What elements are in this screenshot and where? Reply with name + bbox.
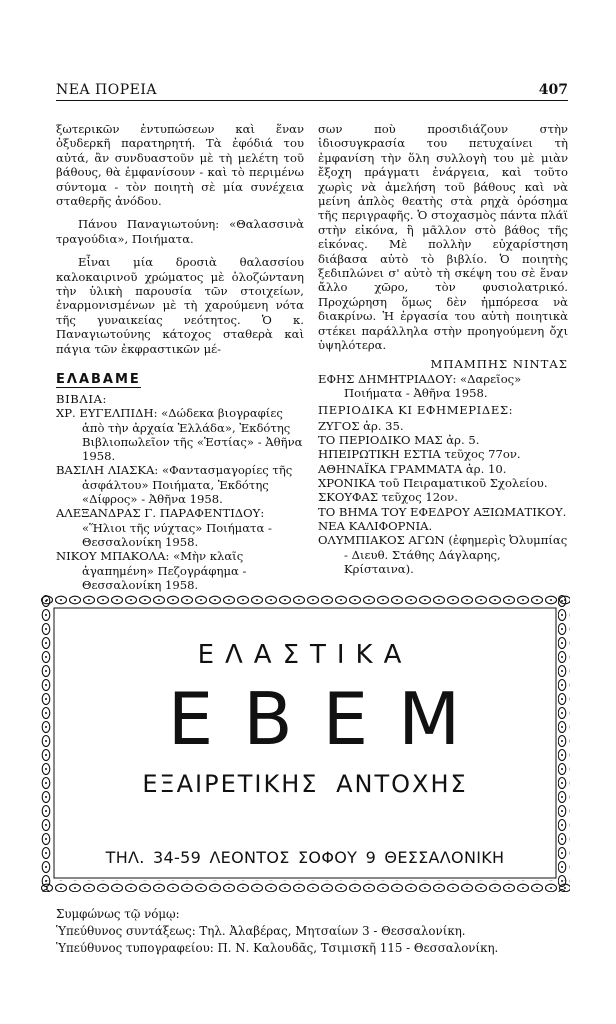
- advertisement: [40, 594, 570, 892]
- books-list: [56, 406, 306, 592]
- page-number: 407: [538, 82, 568, 98]
- periodical-entry: ΤΟ ΠΕΡΙΟΔΙΚΟ ΜΑΣ ἀρ. 5.: [318, 433, 480, 448]
- periodical-entry: ΗΠΕΙΡΩΤΙΚΗ ΕΣΤΙΑ τεῦχος 77ον.: [318, 447, 521, 462]
- periodical-entry: ΖΥΓΟΣ ἀρ. 35.: [318, 418, 404, 433]
- periodicals-heading: ΠΕΡΙΟΔΙΚΑ ΚΙ ΕΦΗΜΕΡΙΔΕΣ:: [318, 402, 514, 417]
- running-header: [56, 82, 568, 101]
- book-entry: ΒΑΣΙΛΗ ΛΙΑΣΚΑ: «Φαντασμαγορίες τῆς ἀσφάλτου» Ποιήματα, Ἐκδότης «Δίφρος» - Ἀθῆνα 1958.: [56, 463, 293, 507]
- review-paragraph: Εἶναι μία δροσιὰ θαλασσίου καλοκαιρινοῦ χρώματος μὲ ὁλοζώντανη τὴν ὑλικὴ παρουσία τῶν στοιχείων, ἐναρμονισμένων μὲ τὴ χαρούμενη νότα τῆς γυναικείας νεότητος. Ὁ κ. Παναγιωτούνης κάτοχος σταθερὰ καὶ πάγια τῶν ἐκφραστικῶν μέ-: [56, 255, 304, 356]
- left-column: [56, 122, 304, 356]
- periodical-entry: ΟΛΥΜΠΙΑΚΟΣ ΑΓΩΝ (ἐφημερὶς Ὀλυμπίας - Διευθ. Στάθης Δάγλαρης, Κρίσταινα).: [318, 533, 568, 576]
- advert-slogan: ΕΞΑΙΡΕΤΙΚΗΣ ΑΝΤΟΧΗΣ: [142, 770, 468, 798]
- review-paragraph: ξωτερικῶν ἐντυπώσεων καὶ ἕναν ὀξυδερκῆ παρατηρητή. Τὰ ἐφόδιά του αὐτά, ἂν συνδυαστοῦν μὲ τὴ μελέτη τοῦ βάθους, θὰ ἐμφανίσουν - καὶ τὸ περιμένω σύντομα - τὸν ποιητὴ σὲ μία συνέχεια σταθερῆς ἀνόδου.: [56, 122, 304, 209]
- periodical-entry: ΣΚΟΥΦΑΣ τεῦχος 12ον.: [318, 490, 458, 505]
- book-entry: ΑΛΕΞΑΝΔΡΑΣ Γ. ΠΑΡΑΦΕΝΤΙΔΟΥ: «Ἥλιοι τῆς νύχτας» Ποιήματα - Θεσσαλονίκη 1958.: [56, 506, 272, 549]
- received-heading: ΕΛΑΒΑΜΕ: [56, 372, 141, 387]
- advert-line-tyres: ΕΛΑΣΤΙΚΑ: [197, 640, 413, 670]
- journal-title: ΝΕΑ ΠΟΡΕΙΑ: [56, 82, 157, 98]
- imprint-editor: Ὑπεύθυνος συντάξεως: Τηλ. Ἀλαβέρας, Μητσαίων 3 - Θεσσαλονίκη.: [56, 924, 466, 938]
- periodical-entry: ΝΕΑ ΚΑΛΙΦΟΡΝΙΑ.: [318, 518, 433, 533]
- books-heading: ΒΙΒΛΙΑ:: [56, 392, 108, 406]
- book-entry: ΕΦΗΣ ΔΗΜΗΤΡΙΑΔΟΥ: «Δαρεῖος» Ποιήματα - Ἀθῆνα 1958.: [318, 372, 522, 401]
- advert-address: ΤΗΛ. 34-59 ΛΕΟΝΤΟΣ ΣΟΦΟΥ 9 ΘΕΣΣΑΛΟΝΙΚΗ: [105, 848, 505, 867]
- periodical-entry: ΑΘΗΝΑΪΚΑ ΓΡΑΜΜΑΤΑ ἀρ. 10.: [318, 461, 507, 476]
- periodical-entry: ΤΟ ΒΗΜΑ ΤΟΥ ΕΦΕΔΡΟΥ ΑΞΙΩΜΑΤΙΚΟΥ.: [318, 504, 567, 519]
- imprint: [56, 906, 568, 957]
- periodical-entry: ΧΡΟΝΙΚΑ τοῦ Πειραματικοῦ Σχολείου.: [318, 476, 548, 491]
- imprint-printer: Ὑπεύθυνος τυπογραφείου: Π. Ν. Καλουδᾶς, Τσιμισκῆ 115 - Θεσσαλονίκη.: [56, 941, 499, 955]
- imprint-law: Συμφώνως τῷ νόμῳ:: [56, 907, 180, 921]
- review-signature: ΜΠΑΜΠΗΣ ΝΙΝΤΑΣ: [430, 356, 568, 371]
- book-entry: ΝΙΚΟΥ ΜΠΑΚΟΛΑ: «Μὴν κλαῖς ἀγαπημένη» Πεζογράφημα - Θεσσαλονίκη 1958.: [56, 549, 247, 592]
- received-section-continued: [318, 372, 570, 576]
- received-section: [56, 372, 306, 592]
- book-entry: ΧΡ. ΕΥΓΕΛΠΙΔΗ: «Δώδεκα βιογραφίες ἀπὸ τὴν ἀρχαία Ἑλλάδα», Ἐκδότης Βιβλιοπωλεῖον τῆς «Ἑστίας» - Ἀθῆνα 1958.: [56, 406, 303, 464]
- right-column: [318, 122, 568, 371]
- review-book-title: Πάνου Παναγιωτούνη: «Θαλασσινὰ τραγούδια», Ποιήματα.: [56, 217, 304, 246]
- periodicals-list: [318, 419, 570, 576]
- review-paragraph: σων ποὺ προσιδιάζουν στὴν ἰδιοσυγκρασία του πετυχαίνει τὴ ἐμφανίση τὴν ὅλη συλλογὴ του μὲ μιὰν ἔξοχη πράγματι ἐνάργεια, καὶ τοῦτο χωρὶς νὰ ἀμελήση τοῦ βάθους καὶ νὰ μείνη ἁπλὸς θεατὴς στὰ ρηχὰ ὀρόσημα τῆς περιγραφῆς. Ὁ στοχασμὸς πάντα πλάϊ στὴν εἰκόνα, ἢ μᾶλλον στὸ βάθος τῆς εἰκόνας. Μὲ πολλὴν εὐχαρίστηση διάβασα αὐτὸ τὸ βιβλίο. Ὁ ποιητὴς ξεδιπλώνει σ' αὐτὸ τὴ σκέψη του σὲ ἕναν ἄλλο χῶρο, τὸν φυσιολατρικό. Προχώρηση ὅμως δὲν ἠμπόρεσα νὰ διακρίνω. Ἡ ἐργασία του αὐτὴ ποιητικὰ στέκει παράλληλα στὴν προηγούμενη ὄχι ὑψηλότερα.: [318, 122, 568, 353]
- advert-brand: ΕΒΕΜ: [167, 677, 491, 761]
